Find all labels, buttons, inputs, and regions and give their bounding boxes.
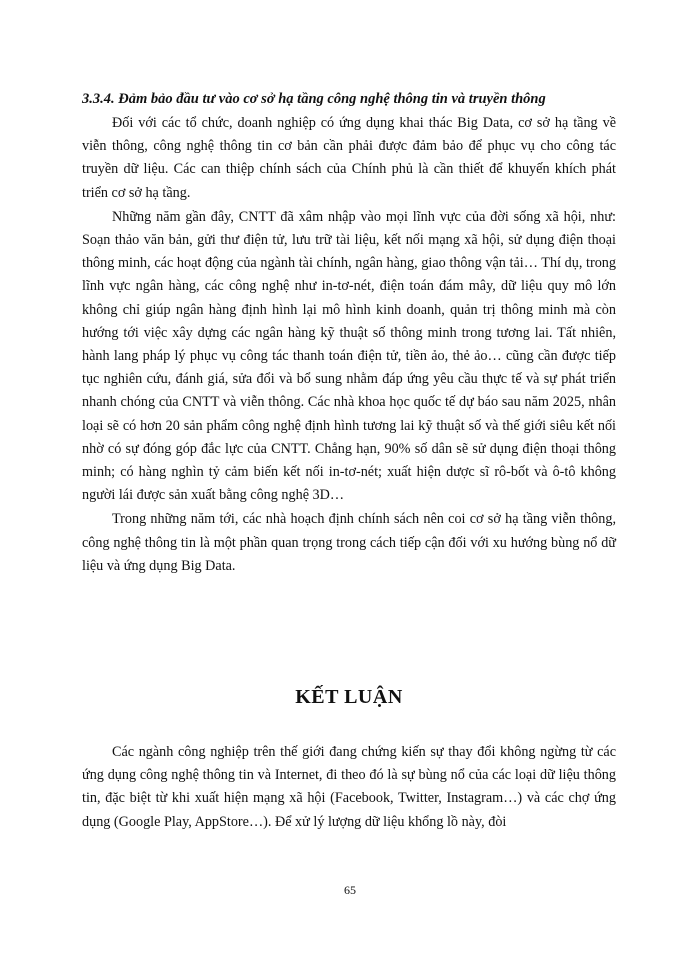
conclusion-title: KẾT LUẬN (295, 686, 403, 708)
section-paragraph-3: Trong những năm tới, các nhà hoạch định chính sách nên coi cơ sở hạ tầng viễn thông, công nghệ thông tin là một phần quan trọng trong cách tiếp cận đối với xu hướng bùng nổ dữ liệu và ứng dụng Big Data. (82, 511, 616, 574)
conclusion-body (82, 741, 616, 834)
conclusion-paragraph: Các ngành công nghiệp trên thế giới đang chứng kiến sự thay đổi không ngừng từ các ứng dụng công nghệ thông tin và Internet, đi theo đó là sự bùng nổ của các loại dữ liệu thông tin, đặc biệt từ khi xuất hiện mạng xã hội (Facebook, Twitter, Instagram…) và các chợ ứng dụng (Google Play, AppStore…). Để xử lý lượng dữ liệu khổng lồ này, đòi (82, 744, 616, 830)
section-heading: 3.3.4. Đảm bảo đầu tư vào cơ sở hạ tầng công nghệ thông tin và truyền thông (82, 91, 546, 107)
section-paragraph-2: Những năm gần đây, CNTT đã xâm nhập vào mọi lĩnh vực của đời sống xã hội, như: Soạn thảo văn bản, gửi thư điện tử, lưu trữ tài liệu, kết nối mạng xã hội, sử dụng điện thoại thông minh, các hoạt động của ngành tài chính, ngân hàng, giao thông vận tải… Thí dụ, trong lĩnh vực ngân hàng, các công nghệ như in-tơ-nét, điện toán đám mây, dữ liệu quy mô lớn không chỉ giúp ngân hàng định hình lại mô hình kinh doanh, quản trị thông minh mà còn hướng tới việc xây dựng các ngân hàng kỹ thuật số thông minh trong tương lai. Tất nhiên, hành lang pháp lý phục vụ công tác thanh toán điện tử, tiền ảo, thẻ ảo… cũng cần được tiếp tục nghiên cứu, đánh giá, sửa đổi và bổ sung nhằm đáp ứng yêu cầu thực tế và sự phát triển nhanh chóng của CNTT và viễn thông. Các nhà khoa học quốc tế dự báo sau năm 2025, nhân loại sẽ có hơn 20 sản phẩm công nghệ định hình tương lai kỹ thuật số và thế giới siêu kết nối nhờ có sự đóng góp đắc lực của CNTT. Chẳng hạn, 90% số dân sẽ sử dụng điện thoại thông minh; có hàng nghìn tỷ cảm biến kết nối in-tơ-nét; xuất hiện dược sĩ rô-bốt và ô-tô không người lái được sản xuất bằng công nghệ 3D… (82, 208, 616, 504)
section-content (82, 88, 616, 578)
page-number: 65 (344, 883, 356, 897)
section-paragraph-1: Đối với các tổ chức, doanh nghiệp có ứng dụng khai thác Big Data, cơ sở hạ tầng về viễn thông, công nghệ thông tin cơ bản cần phải được đảm bảo để phục vụ cho công tác truyền dữ liệu. Các can thiệp chính sách của Chính phủ là cần thiết để khuyến khích phát triển cơ sở hạ tầng. (82, 115, 616, 201)
